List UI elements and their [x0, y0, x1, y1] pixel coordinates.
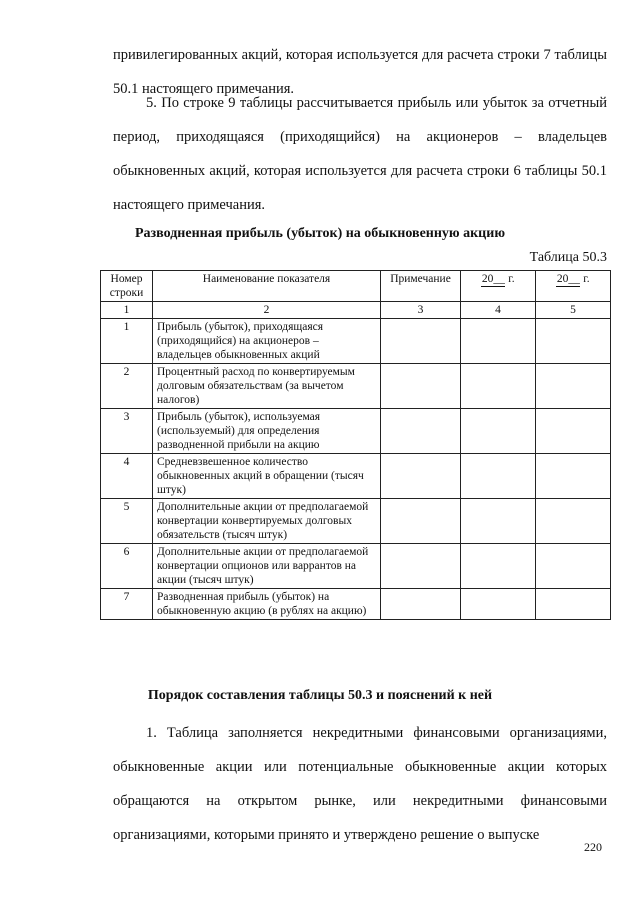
row-value-cell [536, 409, 611, 454]
section-heading: Порядок составления таблицы 50.3 и пояснений к ней [147, 688, 493, 703]
row-indicator-name: Прибыль (убыток), используемая (используемый) для определения разводненной прибыли на акцию [153, 409, 381, 454]
year-1-suffix: г. [508, 273, 515, 285]
table-row [101, 499, 611, 544]
paragraph-item-1: 1. Таблица заполняется некредитными финансовыми организациями, обыкновенные акции или потенциальные обыкновенные акции которых обращаются на открытом рынке, или некредитными финансовыми организациями, которыми принято и утверждено решение о выпуске [113, 725, 607, 843]
row-value-cell [536, 499, 611, 544]
paragraph-continuation: привилегированных акций, которая используется для расчета строки 7 таблицы 50.1 настоящего примечания. [113, 47, 607, 97]
row-value-cell [461, 544, 536, 589]
table-row [101, 589, 611, 620]
column-number: 4 [461, 302, 536, 319]
table-row [101, 319, 611, 364]
row-indicator-name: Прибыль (убыток), приходящаяся (приходящийся) на акционеров – владельцев обыкновенных акций [153, 319, 381, 364]
year-2-century: 20 [556, 273, 569, 285]
row-note-cell [381, 319, 461, 364]
column-number: 2 [153, 302, 381, 319]
diluted-eps-table [100, 270, 611, 620]
row-note-cell [381, 454, 461, 499]
row-indicator-name: Разводненная прибыль (убыток) на обыкновенную акцию (в рублях на акцию) [153, 589, 381, 620]
row-value-cell [461, 454, 536, 499]
row-value-cell [461, 499, 536, 544]
table-row [101, 409, 611, 454]
row-value-cell [461, 589, 536, 620]
table-row [101, 454, 611, 499]
row-number: 5 [101, 499, 153, 544]
row-number: 6 [101, 544, 153, 589]
row-number: 3 [101, 409, 153, 454]
table-row [101, 544, 611, 589]
row-value-cell [461, 319, 536, 364]
row-value-cell [536, 544, 611, 589]
year-2-suffix: г. [583, 273, 590, 285]
column-number: 5 [536, 302, 611, 319]
header-year-1 [461, 271, 536, 302]
row-value-cell [536, 589, 611, 620]
row-indicator-name: Процентный расход по конвертируемым долговым обязательствам (за вычетом налогов) [153, 364, 381, 409]
row-note-cell [381, 409, 461, 454]
row-number: 4 [101, 454, 153, 499]
row-note-cell [381, 589, 461, 620]
row-number: 2 [101, 364, 153, 409]
page-number: 220 [584, 840, 602, 854]
table-number: Таблица 50.3 [529, 250, 607, 265]
row-indicator-name: Дополнительные акции от предполагаемой конвертации конвертируемых долговых обязательств (тысяч штук) [153, 499, 381, 544]
header-row-number: Номер строки [101, 271, 153, 302]
row-note-cell [381, 499, 461, 544]
year-2-blank: 20__ [556, 273, 580, 285]
row-note-cell [381, 364, 461, 409]
row-value-cell [461, 409, 536, 454]
paragraph-item-5: 5. По строке 9 таблицы рассчитывается прибыль или убыток за отчетный период, приходящаяся (приходящийся) на акционеров – владельцев обыкновенных акций, которая используется для расчета строки 6 таблицы 50.1 настоящего примечания. [113, 95, 607, 213]
row-indicator-name: Дополнительные акции от предполагаемой конвертации опционов или варрантов на акции (тысяч штук) [153, 544, 381, 589]
header-indicator-name: Наименование показателя [153, 271, 381, 302]
row-indicator-name: Средневзвешенное количество обыкновенных акций в обращении (тысяч штук) [153, 454, 381, 499]
row-value-cell [536, 364, 611, 409]
header-note: Примечание [381, 271, 461, 302]
year-1-century: 20 [481, 273, 494, 285]
table-title: Разводненная прибыль (убыток) на обыкновенную акцию [134, 226, 506, 241]
row-value-cell [536, 454, 611, 499]
table-row [101, 364, 611, 409]
column-number: 1 [101, 302, 153, 319]
row-value-cell [461, 364, 536, 409]
row-note-cell [381, 544, 461, 589]
column-number: 3 [381, 302, 461, 319]
row-number: 7 [101, 589, 153, 620]
table-header-row [101, 271, 611, 302]
header-year-2 [536, 271, 611, 302]
row-number: 1 [101, 319, 153, 364]
column-number-row [101, 302, 611, 319]
year-1-blank: 20__ [481, 273, 505, 285]
row-value-cell [536, 319, 611, 364]
